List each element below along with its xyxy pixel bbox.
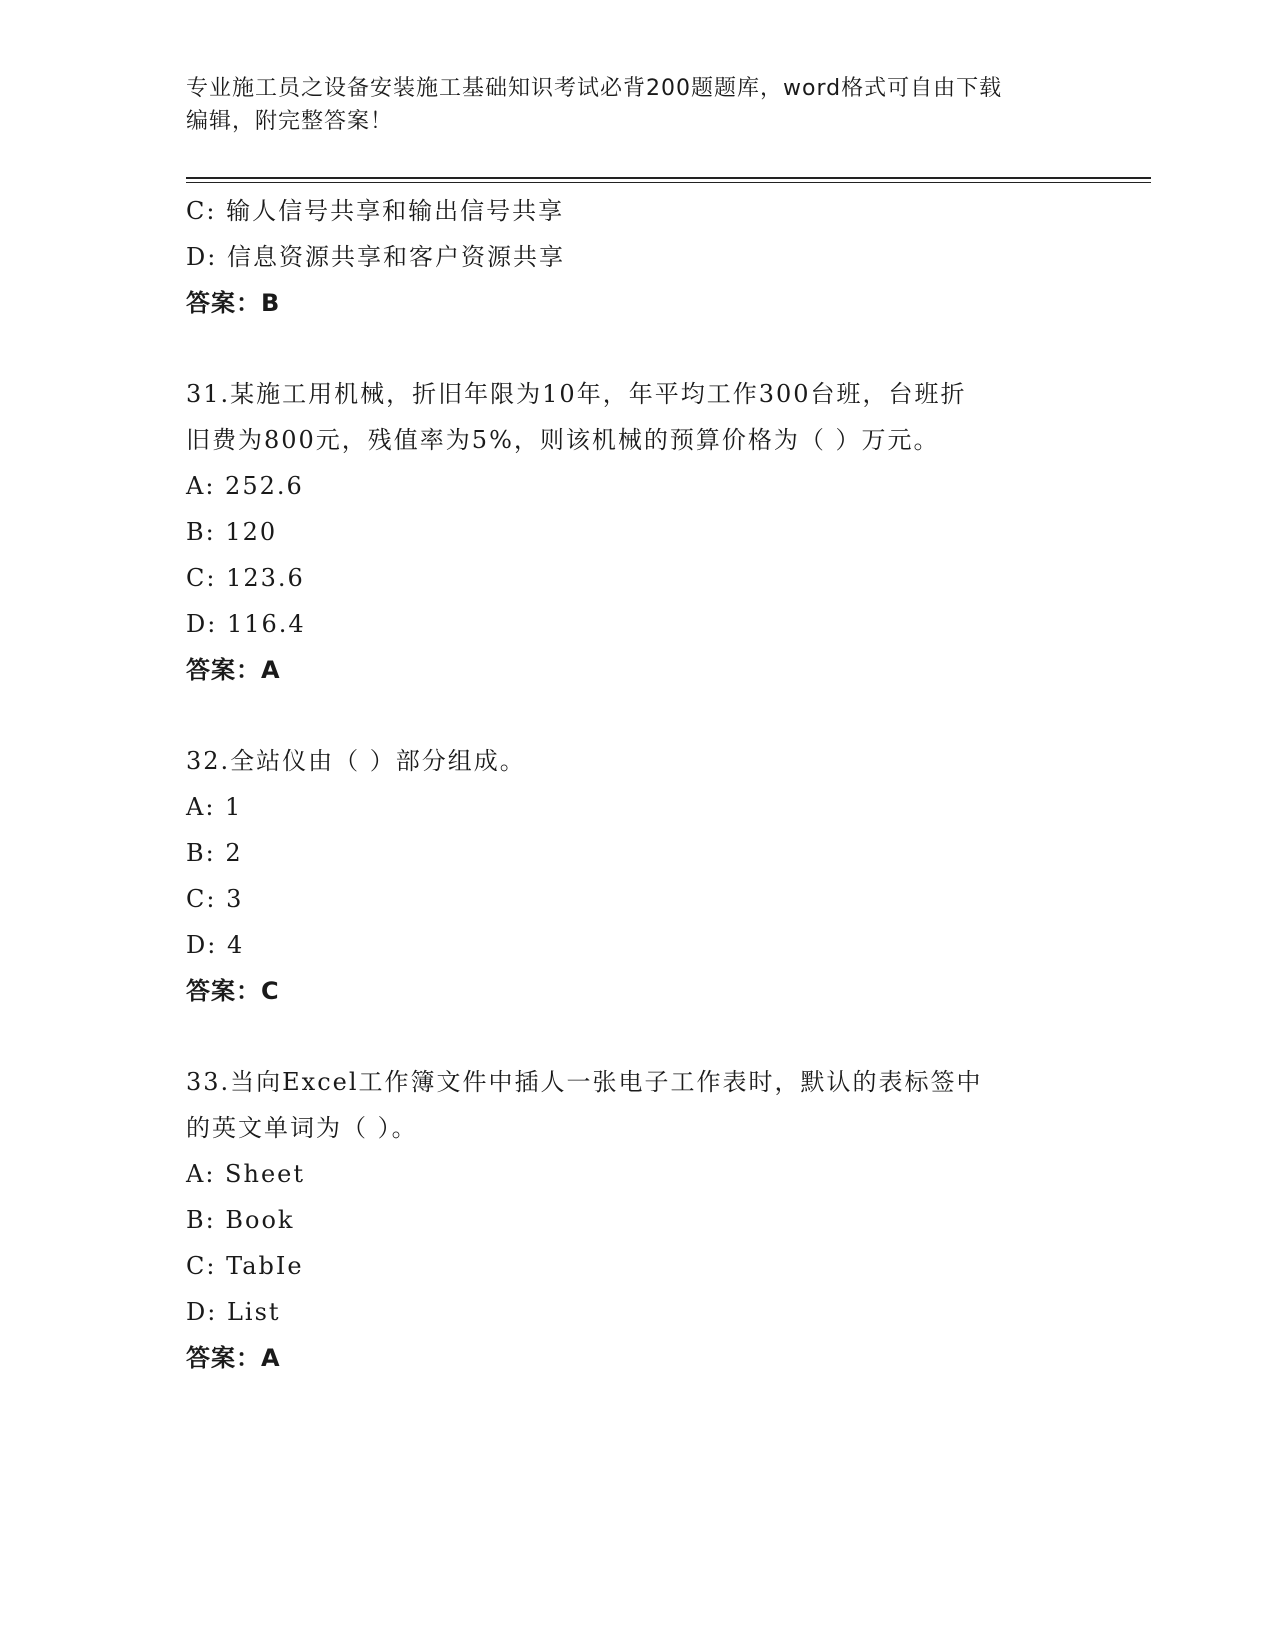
answer-line: 答案：C xyxy=(186,977,280,1005)
option-a: A: Sheet xyxy=(186,1160,305,1188)
question-stem-line-1: 33.当向Excel工作簿文件中插人一张电子工作表时，默认的表标签中 xyxy=(186,1068,983,1096)
answer-line: 答案：A xyxy=(186,1344,281,1372)
option-c: C: TabIe xyxy=(186,1252,304,1280)
option-d: D: 116.4 xyxy=(186,610,306,638)
header-rule-thick xyxy=(186,177,1151,179)
question-stem-line-1: 32.全站仪由（ ）部分组成。 xyxy=(186,747,526,775)
option-a: A: 1 xyxy=(186,793,243,821)
header-line-1: 专业施工员之设备安装施工基础知识考试必背200题题库，word格式可自由下载 xyxy=(186,76,1003,101)
header-line-2: 编辑，附完整答案！ xyxy=(186,109,394,134)
question-31 xyxy=(186,371,1086,693)
document-header xyxy=(186,72,1066,138)
question-32 xyxy=(186,738,1086,1014)
option-b: B: 2 xyxy=(186,839,243,867)
option-c: C: 3 xyxy=(186,885,244,913)
answer-line: 答案：A xyxy=(186,656,281,684)
answer-line: 答案：B xyxy=(186,289,281,317)
option-b: B: Book xyxy=(186,1206,295,1234)
option-c: C: 123.6 xyxy=(186,564,305,592)
question-stem-line-2: 旧费为800元，残值率为5%，则该机械的预算价格为（ ）万元。 xyxy=(186,426,940,454)
document-body xyxy=(186,188,1086,1381)
question-stem-line-2: 的英文单词为（ ）。 xyxy=(186,1114,418,1142)
question-33 xyxy=(186,1059,1086,1381)
option-d: D: 信息资源共享和客户资源共享 xyxy=(186,243,565,271)
option-d: D: 4 xyxy=(186,931,245,959)
question-30-tail xyxy=(186,188,1086,326)
header-rule-thin xyxy=(186,182,1151,183)
option-a: A: 252.6 xyxy=(186,472,304,500)
option-d: D: List xyxy=(186,1298,281,1326)
option-c: C: 输人信号共享和输出信号共享 xyxy=(186,197,565,225)
question-stem-line-1: 31.某施工用机械，折旧年限为10年，年平均工作300台班，台班折 xyxy=(186,380,967,408)
option-b: B: 120 xyxy=(186,518,278,546)
